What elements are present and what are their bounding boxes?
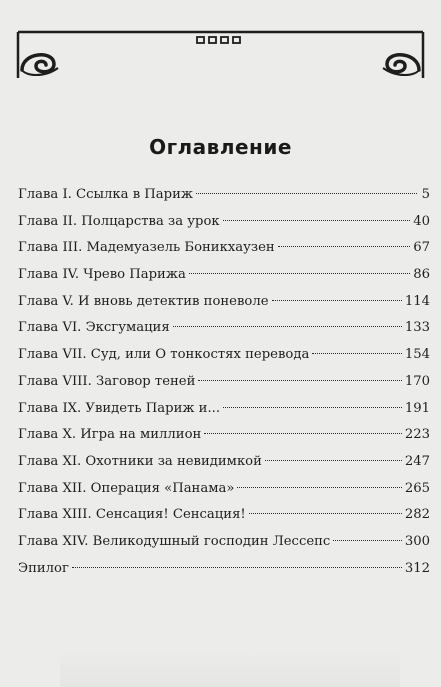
toc-entry-page-number: 86 — [413, 267, 430, 283]
toc-entry — [18, 556, 430, 583]
toc-entry — [18, 315, 430, 342]
toc-entry — [18, 289, 430, 316]
toc-entry-label: Глава VIII. Заговор теней — [18, 373, 196, 389]
toc-entry-page-number: 67 — [413, 240, 430, 256]
toc-entry-page-number: 282 — [404, 507, 430, 523]
toc-entry-label: Глава IV. Чрево Парижа — [18, 267, 186, 283]
toc-entry-label: Глава XIV. Великодушный господин Лессепс — [18, 533, 331, 549]
toc-entry — [18, 476, 430, 503]
toc-entry — [18, 449, 430, 476]
dot-leader — [72, 567, 402, 568]
dot-leader — [333, 540, 402, 541]
toc-entry-page-number: 223 — [404, 427, 430, 443]
toc-entry-label: Глава V. И вновь детектив поневоле — [18, 293, 269, 309]
spiral-scroll-icon — [383, 32, 423, 78]
toc-entry-page-number: 170 — [404, 373, 430, 389]
dot-leader — [312, 353, 402, 354]
dot-leader — [198, 380, 401, 381]
dot-leader — [189, 273, 410, 274]
dot-leader — [265, 460, 402, 461]
toc-entry-page-number: 133 — [404, 320, 430, 336]
toc-entry-label: Глава XII. Операция «Панама» — [18, 480, 235, 496]
toc-entry-page-number: 5 — [421, 187, 430, 202]
dot-leader — [223, 407, 402, 408]
dot-leader — [272, 300, 402, 301]
toc-entry-label: Эпилог — [18, 560, 69, 576]
page-title: Оглавление — [149, 135, 292, 159]
toc-entry — [18, 262, 430, 289]
toc-entry-label: Глава IX. Увидеть Париж и... — [18, 400, 221, 416]
spiral-scroll-icon — [18, 32, 58, 78]
toc-entry — [18, 342, 430, 369]
toc-entry-page-number: 247 — [404, 453, 430, 469]
dot-leader — [249, 513, 402, 514]
toc-entry — [18, 209, 430, 236]
toc-entry-label: Глава VII. Суд, или О тонкостях перевода — [18, 347, 310, 363]
toc-entry-label: Глава I. Ссылка в Париж — [18, 187, 194, 202]
toc-entry-page-number: 265 — [404, 480, 430, 496]
toc-entry — [18, 529, 430, 556]
toc-entry — [18, 502, 430, 529]
toc-entry-label: Глава XI. Охотники за невидимкой — [18, 453, 262, 469]
dot-leader — [278, 246, 411, 247]
dot-leader — [204, 433, 402, 434]
toc-entry-page-number: 300 — [404, 533, 430, 549]
toc-entry-label: Глава VI. Эксгумация — [18, 320, 170, 336]
header-ornament — [14, 22, 427, 82]
toc-entry — [18, 369, 430, 396]
center-squares-icon — [197, 37, 240, 43]
toc-entry-page-number: 191 — [404, 400, 430, 416]
toc-entry — [18, 396, 430, 423]
table-of-contents — [18, 182, 430, 582]
page-footer-shadow — [60, 650, 400, 687]
toc-entry — [18, 182, 430, 209]
toc-entry-label: Глава X. Игра на миллион — [18, 427, 202, 443]
toc-entry-page-number: 114 — [404, 293, 430, 309]
toc-entry-label: Глава III. Мадемуазель Боникхаузен — [18, 240, 275, 256]
toc-entry — [18, 422, 430, 449]
dot-leader — [173, 326, 402, 327]
toc-entry-label: Глава XIII. Сенсация! Сенсация! — [18, 507, 246, 523]
toc-entry — [18, 235, 430, 262]
dot-leader — [196, 193, 417, 194]
dot-leader — [237, 487, 401, 488]
toc-entry-page-number: 154 — [404, 347, 430, 363]
toc-entry-page-number: 312 — [404, 560, 430, 576]
dot-leader — [223, 220, 411, 221]
toc-entry-label: Глава II. Полцарства за урок — [18, 213, 220, 229]
toc-entry-page-number: 40 — [413, 213, 430, 229]
